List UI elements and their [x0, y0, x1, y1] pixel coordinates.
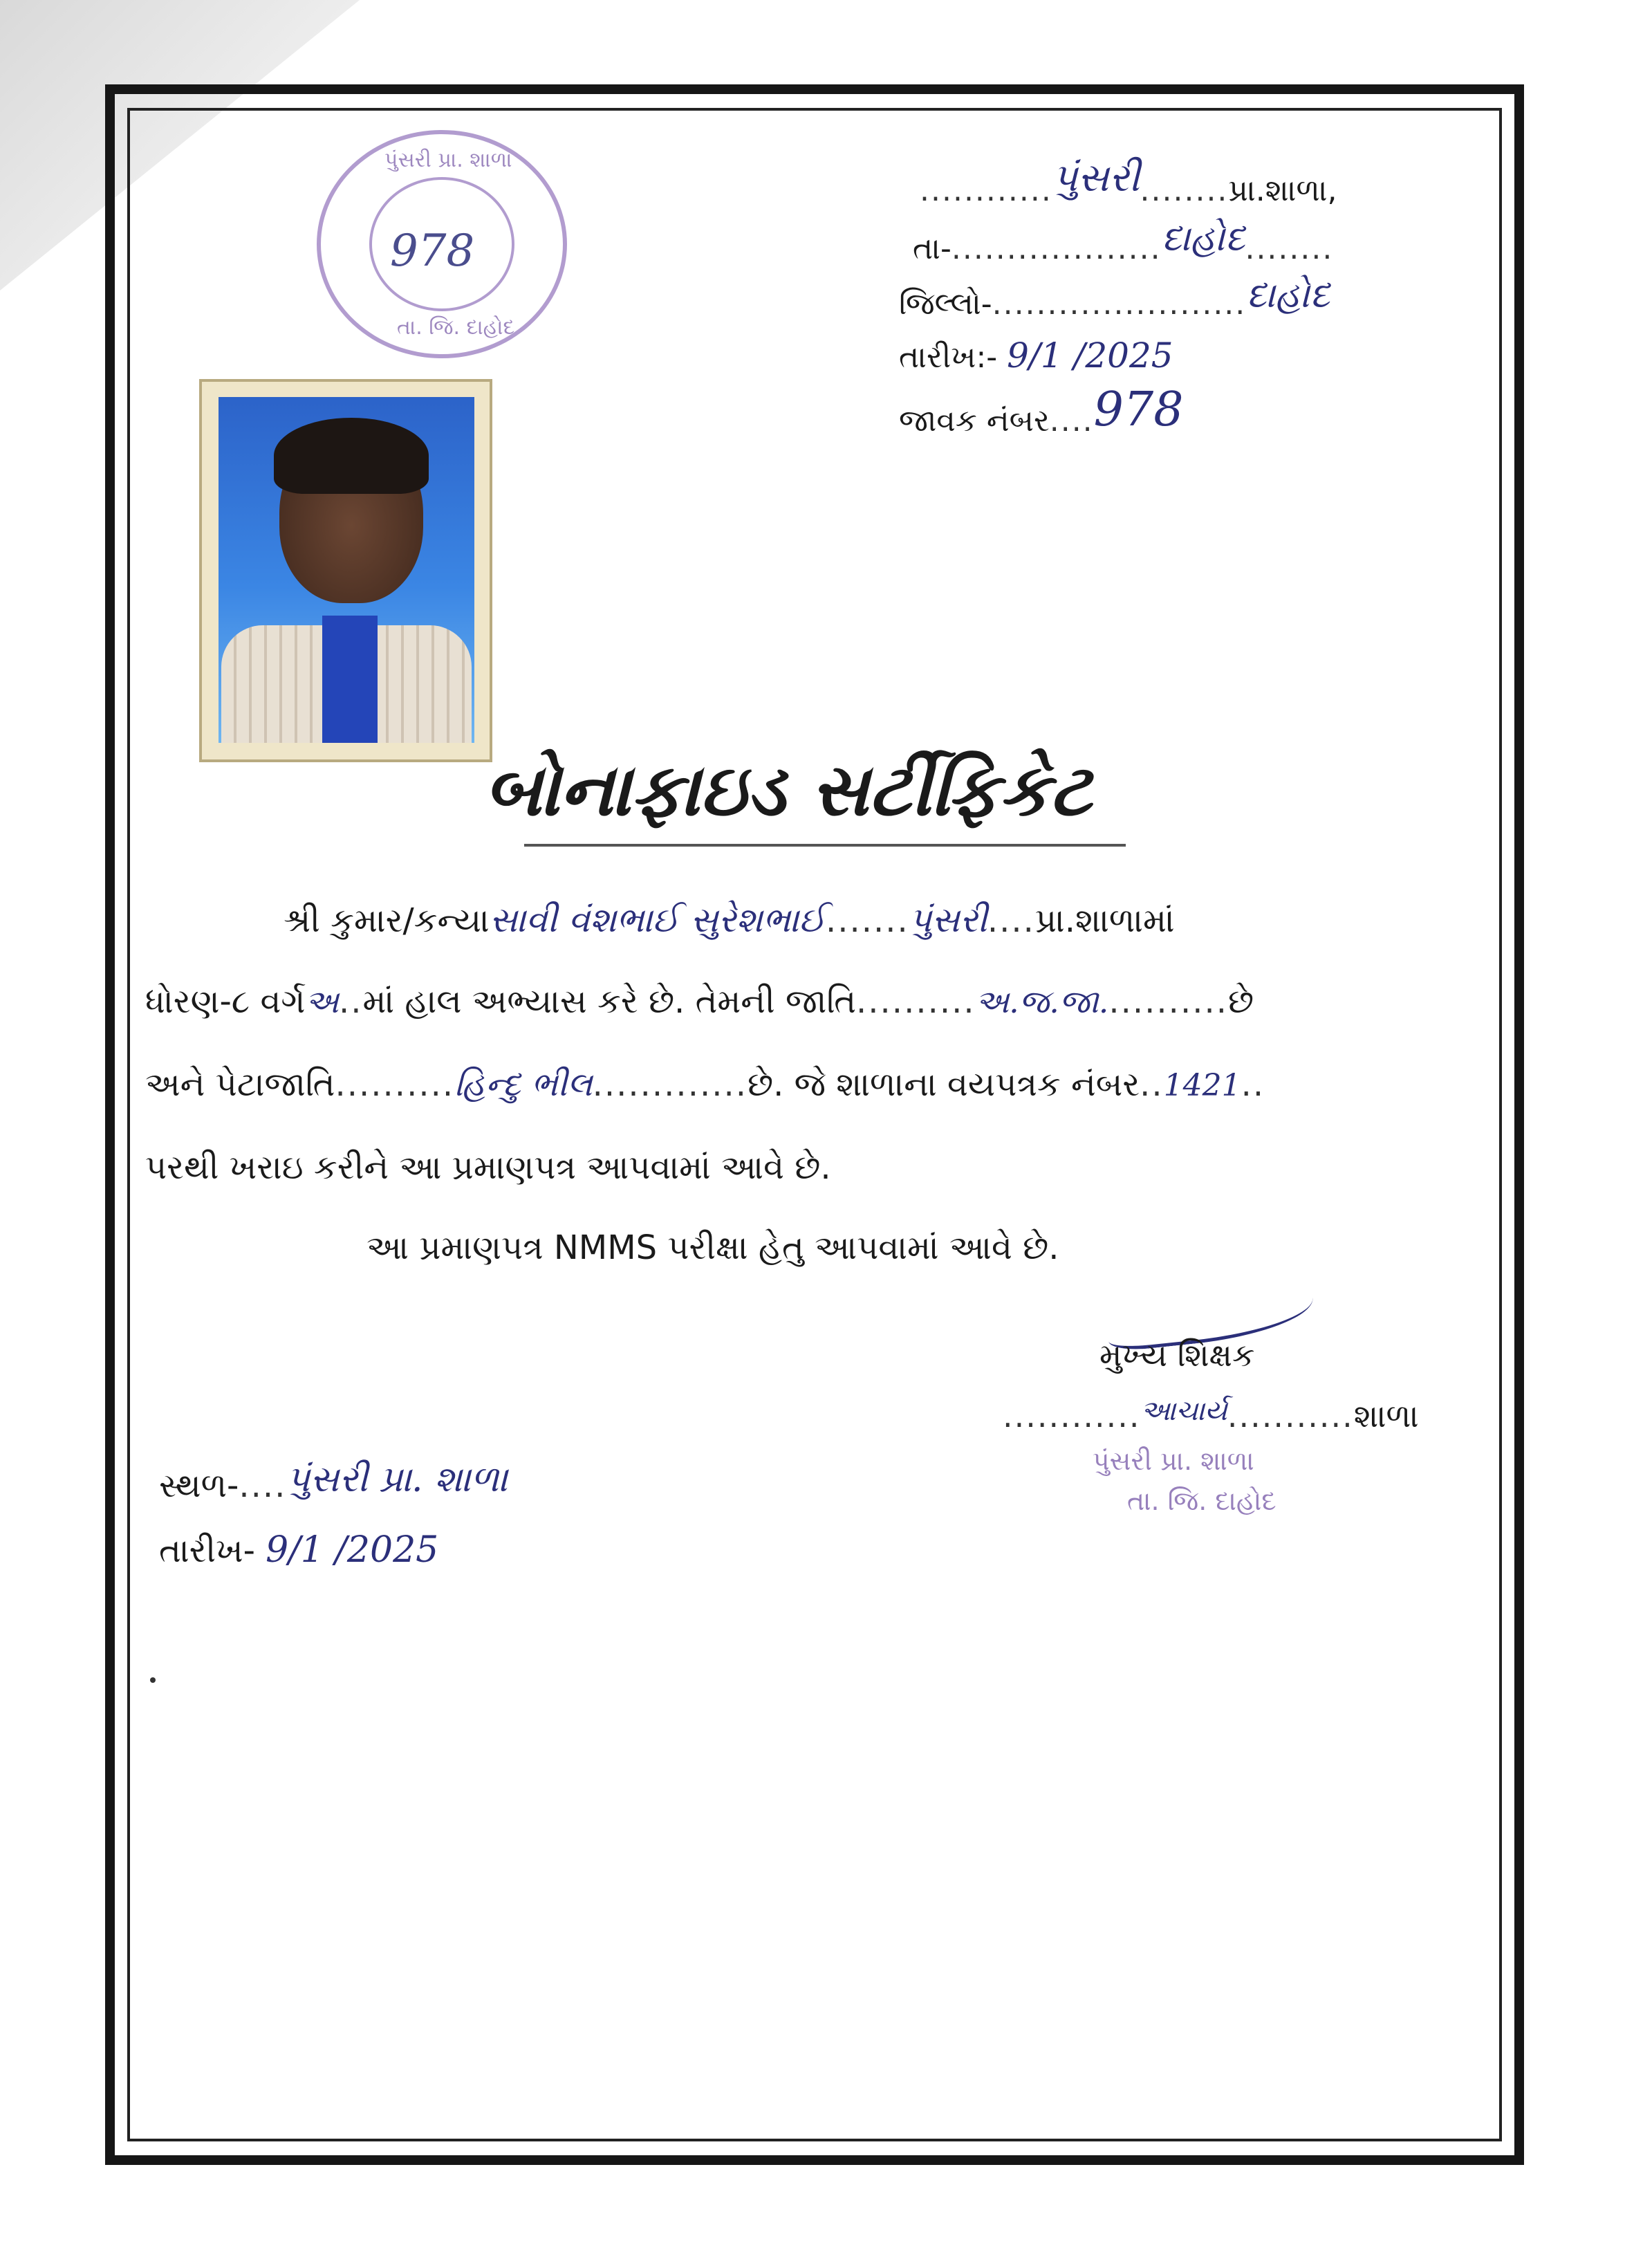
body-line-2: ધોરણ-૮ વર્ગઅ..માં હાલ અભ્યાસ કરે છે. તેમની જાતિ..........અ.જ.જા...........છે	[145, 982, 1254, 1021]
signature-school-handwritten: આચાર્ય	[1140, 1395, 1227, 1427]
photo-hair	[274, 418, 429, 494]
body-line3-prefix: અને પેટાજાતિ	[145, 1065, 335, 1104]
title-underline	[524, 844, 1126, 847]
principal-stamp-line-1: પુંસરી પ્રા. શાળા	[1093, 1446, 1254, 1476]
register-number: 1421	[1163, 1068, 1241, 1103]
taluka-label: તા-	[913, 231, 951, 266]
stamp-bottom-text: તા. જિ. દાહોદ	[397, 315, 515, 340]
stamp-top-text: પુંસરી પ્રા. શાળા	[384, 148, 512, 172]
body-line-5: આ પ્રમાણપત્ર NMMS પરીક્ષા હેતુ આપવામાં આવે છે.	[366, 1228, 1059, 1267]
caste-value: અ.જ.જા.	[975, 983, 1109, 1020]
taluka-value: દાહોદ	[1161, 218, 1245, 259]
header-date-label: તારીખ:-	[899, 340, 998, 375]
signature-school-line: ............આચાર્ય...........શાળા	[1003, 1395, 1419, 1435]
body-school-name: પુંસરી	[909, 900, 987, 940]
signature-title: મુખ્ય શિક્ષક	[1099, 1336, 1255, 1374]
body-line-4: પરથી ખરાઇ કરીને આ પ્રમાણપત્ર આપવામાં આવે છે.	[145, 1148, 831, 1187]
student-name: સાવી વંશભાઈ સુરેશભાઈ	[489, 900, 826, 940]
student-photo	[199, 379, 492, 762]
student-photo-image	[219, 397, 474, 743]
header-outward-line: જાવક નંબર....978	[899, 382, 1184, 439]
header-school-line: ............પુંસરી........પ્રા.શાળા,	[920, 156, 1337, 208]
body-line2-mid: માં હાલ અભ્યાસ કરે છે. તેમની જાતિ	[362, 982, 857, 1021]
footer-place-line: સ્થળ-....પુંસરી પ્રા. શાળા	[159, 1459, 508, 1505]
header-district-line: જિલ્લો-.......................દાહોદ	[899, 275, 1330, 322]
principal-stamp-line-2: તા. જિ. દાહોદ	[1127, 1486, 1276, 1516]
body-line3-mid: છે. જે શાળાના વયપત્રક નંબર	[747, 1065, 1140, 1104]
district-value: દાહોદ	[1246, 275, 1330, 316]
class-section: અ	[305, 983, 339, 1020]
header-date-line	[899, 335, 1173, 376]
photo-collar	[322, 616, 378, 743]
stray-ink-dot	[150, 1677, 156, 1683]
district-label: જિલ્લો-	[899, 286, 992, 322]
body-line1-suffix: પ્રા.શાળામાં	[1034, 901, 1175, 940]
body-line1-prefix: શ્રી કુમાર/કન્યા	[284, 901, 490, 940]
header-date-value: 9/1 /2025	[1007, 335, 1173, 376]
footer-date-label: તારીખ-	[159, 1531, 255, 1570]
footer-date-line	[159, 1529, 438, 1571]
body-line2-suffix: છે	[1227, 982, 1254, 1021]
place-label: સ્થળ-	[159, 1466, 239, 1505]
footer-date-value: 9/1 /2025	[266, 1529, 439, 1571]
outward-label: જાવક નંબર	[899, 403, 1050, 439]
certificate-title: બોનાફાઇડ સર્ટીફિકેટ	[484, 747, 1092, 832]
outward-number: 978	[1093, 382, 1184, 437]
stamp-number: 978	[390, 225, 475, 277]
body-line-1: શ્રી કુમાર/કન્યાસાવી વંશભાઈ સુરેશભાઈ.......પુંસરી....પ્રા.શાળામાં	[284, 900, 1175, 940]
school-stamp	[317, 130, 567, 358]
header-taluka-line: તા-...................દાહોદ........	[913, 218, 1334, 266]
place-value: પુંસરી પ્રા. શાળા	[286, 1459, 508, 1500]
sub-caste-value: હિન્દુ ભીલ	[454, 1065, 593, 1104]
body-line2-prefix: ધોરણ-૮ વર્ગ	[145, 982, 306, 1021]
header-school-suffix: પ્રા.શાળા,	[1228, 173, 1337, 208]
signature-school-suffix: શાળા	[1353, 1397, 1419, 1435]
header-school-name: પુંસરી	[1052, 156, 1140, 201]
body-line-3: અને પેટાજાતિ..........હિન્દુ ભીલ.............છે. જે શાળાના વયપત્રક નંબર..1421..	[145, 1065, 1265, 1104]
